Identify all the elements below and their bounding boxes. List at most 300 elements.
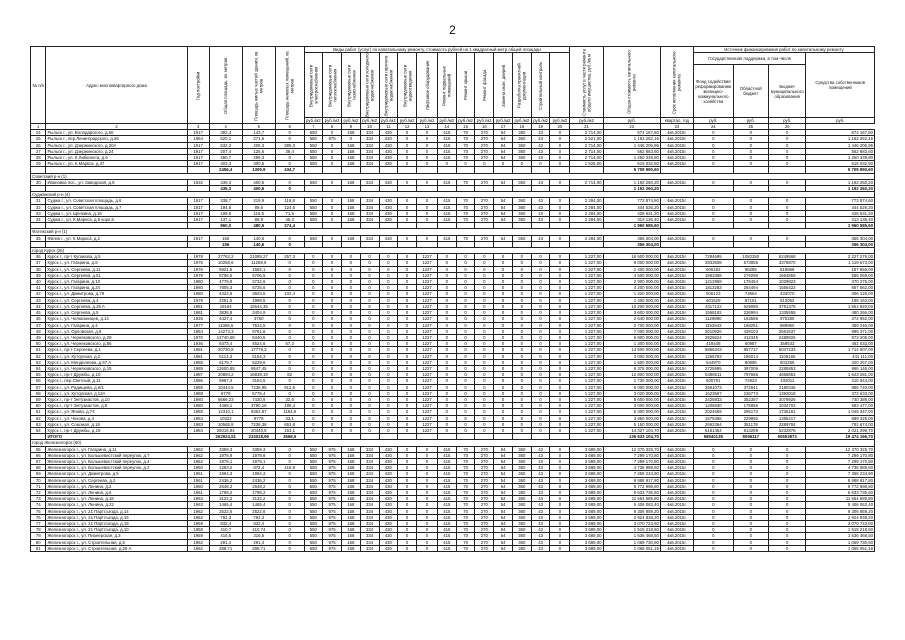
table-cell: 0 <box>693 545 733 551</box>
table-cell: 0 <box>550 328 570 334</box>
table-cell: 0 <box>275 539 304 545</box>
table-cell: 1575366 <box>693 415 733 421</box>
table-cell: 6779 <box>209 390 242 396</box>
table-cell: 270 <box>475 545 494 551</box>
table-cell: 54 <box>31 365 46 371</box>
table-cell: 0 <box>475 322 494 328</box>
table-cell: 168251 <box>733 322 768 328</box>
table-cell: 70 <box>456 508 475 514</box>
table-cell: 124,6 <box>275 204 304 210</box>
table-cell: 0 <box>275 347 304 353</box>
table-cell: 415,9 <box>275 465 304 471</box>
table-cell: 1 192 260,20 <box>806 186 875 192</box>
table-cell: 0 <box>456 272 475 278</box>
table-cell: 975 <box>323 508 342 514</box>
table-cell: 0 <box>323 161 342 167</box>
table-cell: 415 <box>437 458 456 464</box>
table-cell: 81 <box>31 545 46 551</box>
table-cell: 0 <box>693 496 733 502</box>
table-cell: 0 <box>304 390 323 396</box>
table-cell: 400,5 <box>242 179 275 185</box>
table-cell: 3 689,00 <box>570 508 603 514</box>
table-cell: 6 375 000,00 <box>603 365 660 371</box>
table-cell: 0 <box>494 347 513 353</box>
table-cell: 2 284,00 <box>570 198 603 204</box>
table-cell: 832,4 <box>209 521 242 527</box>
table-cell: 0 <box>512 328 531 334</box>
table-cell: 1988 <box>187 390 209 396</box>
table-cell: 0 <box>494 297 513 303</box>
table-cell: 0 <box>379 297 398 303</box>
table-cell: 0 <box>550 452 570 458</box>
table-cell: 0 <box>437 303 456 309</box>
table-cell: 415 <box>437 446 456 452</box>
table-cell: 6 800 000,00 <box>603 334 660 340</box>
table-cell: 0 <box>733 217 768 223</box>
table-cell: 3 689,00 <box>570 471 603 477</box>
table-cell: 7805,3 <box>209 285 242 291</box>
table-cell: 334 <box>360 477 379 483</box>
section-title: город Курск (26) <box>31 248 875 254</box>
table-cell: 1 227,00 <box>570 260 603 266</box>
header-work: Внутридомовые сети газоснабжения <box>342 53 361 118</box>
table-cell: 0 <box>531 415 550 421</box>
table-cell: 1963 <box>187 496 209 502</box>
table-cell: 1227 <box>417 310 438 316</box>
table-cell: 0 <box>323 142 342 148</box>
header-unit: руб./м2 <box>494 118 513 124</box>
table-cell: 0 <box>398 384 417 390</box>
table-cell: 5706,5 <box>209 272 242 278</box>
table-cell: 8 988 917,80 <box>603 477 660 483</box>
table-cell: 43 <box>531 155 550 161</box>
table-cell: 0 <box>693 446 733 452</box>
table-cell: 334 <box>360 217 379 223</box>
table-cell: 0 <box>550 136 570 142</box>
table-cell: 334 <box>360 502 379 508</box>
table-cell: Суджа г., ул. Советская площадь, д.7 <box>46 204 187 210</box>
table-cell: 53 <box>31 359 46 365</box>
table-cell: 0 <box>379 260 398 266</box>
header-work: Внутридомовые сети холодного водоснабжения <box>360 53 379 118</box>
table-cell: 0 <box>304 334 323 340</box>
table-cell: Курск г., ул. Сергеева, д.26 А <box>46 303 187 309</box>
table-cell: 0 <box>550 359 570 365</box>
table-cell: 0 <box>550 421 570 427</box>
table-cell: 415 <box>437 130 456 136</box>
table-cell: 0 <box>733 527 768 533</box>
table-cell: 0 <box>437 297 456 303</box>
table-cell: 0 <box>323 322 342 328</box>
table-cell: 4кв.2015г. <box>660 297 693 303</box>
table-cell: 0 <box>398 148 417 154</box>
table-cell: 43 <box>31 297 46 303</box>
table-cell: 1 119 673,00 <box>806 260 875 266</box>
table-cell: 5 300 000,00 <box>603 409 660 415</box>
table-cell: 360 <box>512 179 531 185</box>
table-cell: 0 <box>398 372 417 378</box>
table-cell: 0 <box>342 272 361 278</box>
table-cell: 550 <box>304 452 323 458</box>
table-cell: 0 <box>733 471 768 477</box>
table-cell: 168 <box>342 508 361 514</box>
table-cell: 54 <box>494 496 513 502</box>
table-cell: 271,6 <box>242 136 275 142</box>
table-cell: 1212958 <box>693 279 733 285</box>
table-cell: 0 <box>768 527 806 533</box>
table-cell: 334 <box>360 446 379 452</box>
table-cell: 70 <box>456 142 475 148</box>
table-cell: 0 <box>550 496 570 502</box>
table-cell: 1 227,00 <box>570 378 603 384</box>
table-cell: 9352,87 <box>242 409 275 415</box>
table-cell: 12740,58 <box>209 334 242 340</box>
table-cell: 0 <box>342 136 361 142</box>
table-cell: 270 <box>475 539 494 545</box>
table-cell: 1960 <box>187 483 209 489</box>
table-cell: 0 <box>275 353 304 359</box>
table-cell: 0 <box>733 521 768 527</box>
table-cell: 270 <box>475 235 494 241</box>
table-cell: 1692,1 <box>242 266 275 272</box>
table-cell: 0 <box>398 279 417 285</box>
table-cell: 3933608 <box>693 260 733 266</box>
table-cell: 975 <box>323 446 342 452</box>
table-cell: 0 <box>550 266 570 272</box>
table-cell: 0 <box>531 316 550 322</box>
column-number: 25 <box>733 124 768 130</box>
table-cell: 0 <box>531 260 550 266</box>
table-cell: 415 <box>437 235 456 241</box>
table-cell: 3 070 723,60 <box>806 521 875 527</box>
header-unit: руб./м2 <box>360 118 379 124</box>
table-cell: 0 <box>512 390 531 396</box>
table-cell: 503256 <box>768 359 806 365</box>
table-cell: 0 <box>417 155 438 161</box>
table-cell: 0 <box>360 297 379 303</box>
table-cell: 0 <box>360 334 379 340</box>
table-cell: 27762,2 <box>209 254 242 260</box>
table-cell: 4кв.2015г. <box>660 496 693 502</box>
table-cell: 513062 <box>768 297 806 303</box>
table-cell: 0 <box>360 328 379 334</box>
table-cell: 0 <box>275 489 304 495</box>
table-cell: 1977 <box>187 322 209 328</box>
table-cell: 360 <box>512 198 531 204</box>
table-cell: 0 <box>693 514 733 520</box>
column-number: 10 <box>360 124 379 130</box>
table-cell: 0 <box>494 316 513 322</box>
table-cell: 0 <box>342 365 361 371</box>
table-cell: 70 <box>456 155 475 161</box>
table-cell: 270 <box>475 217 494 223</box>
table-cell: 2 284,00 <box>570 217 603 223</box>
table-cell: 0 <box>768 198 806 204</box>
table-cell: 270 <box>475 198 494 204</box>
table-cell: 615 032,50 <box>603 161 660 167</box>
table-cell: 518868 <box>768 266 806 272</box>
table-cell: Курск г., пр-т Энтузиастов, д.10 <box>46 396 187 402</box>
table-cell: 78 <box>31 527 46 533</box>
table-cell: 0 <box>475 310 494 316</box>
table-cell: 0 <box>531 303 550 309</box>
table-cell: 4кв.2015г. <box>660 303 693 309</box>
table-cell: 360 <box>512 458 531 464</box>
table-cell: Курск г., ул. Сергеева, д.11 <box>46 266 187 272</box>
table-cell: 1227 <box>417 396 438 402</box>
table-cell: Суджа г., ул. К.Маркса, д.8 корп.6 <box>46 217 187 223</box>
table-cell: 0 <box>323 334 342 340</box>
table-cell: 5 150 000,00 <box>603 421 660 427</box>
table-cell: 49 <box>31 334 46 340</box>
table-cell: 1917 <box>187 148 209 154</box>
table-cell: 0 <box>379 303 398 309</box>
table-cell: 0 <box>437 372 456 378</box>
table-cell: Курск г., ул. Хуторская, д.2 <box>46 353 187 359</box>
table-cell: 0 <box>437 254 456 260</box>
table-cell: 0 <box>304 272 323 278</box>
table-cell: 0 <box>417 465 438 471</box>
table-cell: 0 <box>531 291 550 297</box>
table-cell: 1 227,00 <box>570 409 603 415</box>
table-cell: 1129890 <box>693 316 733 322</box>
table-cell: 274,4 <box>275 223 304 229</box>
table-cell: 1985 <box>187 365 209 371</box>
table-cell: 0 <box>417 142 438 148</box>
table-cell: 1980 <box>187 285 209 291</box>
table-cell: 20730,8 <box>209 347 242 353</box>
table-cell: Железногорск г., ул. Ленина, д.6 <box>46 489 187 495</box>
table-cell: 137,1 <box>209 217 242 223</box>
table-cell: 1082350 <box>733 254 768 260</box>
table-cell: 0 <box>275 471 304 477</box>
table-cell: 10322 <box>209 415 242 421</box>
table-cell: 0 <box>417 452 438 458</box>
table-cell: 270 <box>475 471 494 477</box>
table-cell: 975 <box>323 465 342 471</box>
table-cell: 0 <box>379 254 398 260</box>
table-cell: 0 <box>550 465 570 471</box>
table-cell: 0 <box>531 328 550 334</box>
table-cell: 0 <box>275 365 304 371</box>
table-cell: 0 <box>360 427 379 433</box>
table-cell: Железногорск г., ул. 21 Партсъезда, д.10 <box>46 527 187 533</box>
table-cell: 7 299 170,80 <box>603 458 660 464</box>
table-cell: 360 <box>512 471 531 477</box>
table-cell: 0 <box>512 297 531 303</box>
table-cell: 43 <box>531 179 550 185</box>
table-cell: 70 <box>456 539 475 545</box>
table-cell: 2436,2 <box>242 477 275 483</box>
table-cell: 0 <box>512 427 531 433</box>
table-cell: 0 <box>275 328 304 334</box>
table-cell: 38 <box>31 266 46 272</box>
table-cell: 1932 <box>187 179 209 185</box>
table-cell: 1 065 051,19 <box>603 545 660 551</box>
table-cell: 0 <box>398 483 417 489</box>
table-cell: 430 <box>379 452 398 458</box>
table-cell: 0 <box>342 341 361 347</box>
table-cell: 2180346 <box>768 384 806 390</box>
header-unit: руб. <box>693 118 733 124</box>
table-cell: 1465,4 <box>242 502 275 508</box>
table-cell: 0 <box>398 353 417 359</box>
table-cell: 334 <box>360 136 379 142</box>
table-cell: 857717 <box>733 347 768 353</box>
table-cell: 207,4 <box>209 148 242 154</box>
table-cell: 54 <box>494 539 513 545</box>
table-cell: 360 <box>512 539 531 545</box>
table-cell: 270 <box>475 458 494 464</box>
table-cell: 168 <box>342 496 361 502</box>
table-cell: 0 <box>733 130 768 136</box>
header-address: Адрес многоквартирного дома <box>46 47 187 124</box>
table-cell: 0 <box>475 254 494 260</box>
table-cell: 0 <box>494 272 513 278</box>
table-cell: 0 <box>304 347 323 353</box>
table-cell: 0 <box>456 297 475 303</box>
table-cell: 0 <box>550 303 570 309</box>
header-unit: руб./м2 <box>570 118 603 124</box>
table-cell: Курск г., ул. Черняховского, д.15 <box>46 365 187 371</box>
table-body <box>31 130 875 552</box>
table-cell: 0 <box>693 458 733 464</box>
table-cell: 1981 <box>187 347 209 353</box>
column-number: 16 <box>475 124 494 130</box>
table-cell: 2 227 276,00 <box>806 254 875 260</box>
table-cell: 1227 <box>417 372 438 378</box>
table-cell: 73 <box>31 496 46 502</box>
table-cell: 3 689,00 <box>570 502 603 508</box>
table-cell: 0 <box>693 179 733 185</box>
table-cell: 1 730 000,00 <box>603 378 660 384</box>
table-cell: 430 <box>379 446 398 452</box>
table-cell: 168 <box>342 489 361 495</box>
table-cell: 415 <box>437 471 456 477</box>
table-cell: 1798,2 <box>209 489 242 495</box>
table-cell: 0 <box>323 365 342 371</box>
table-cell: 0 <box>475 378 494 384</box>
table-cell: 1 643 281,00 <box>806 372 875 378</box>
table-cell: Рыльск г., ул. К.Либкнехта, д.6 <box>46 155 187 161</box>
table-cell: 0 <box>275 496 304 502</box>
table-cell: 156 <box>209 235 242 241</box>
table-cell: 0 <box>275 521 304 527</box>
table-cell: 168 <box>342 155 361 161</box>
header-unit: руб. <box>806 118 875 124</box>
table-cell: 0 <box>768 471 806 477</box>
table-cell: 813299 <box>733 427 768 433</box>
table-cell: 61 <box>31 409 46 415</box>
table-cell: 1266783 <box>693 353 733 359</box>
table-cell: 0 <box>360 260 379 266</box>
table-cell: 70 <box>456 130 475 136</box>
table-cell: 1964 <box>187 136 209 142</box>
table-cell: 0 <box>360 403 379 409</box>
table-cell: 334 <box>360 198 379 204</box>
table-cell: Железногорск г., ул. Большевистский переулок, д.4 <box>46 458 187 464</box>
table-cell: 0 <box>531 161 550 167</box>
table-cell: 0 <box>456 316 475 322</box>
table-cell: 1978,9 <box>242 452 275 458</box>
table-cell: 0 <box>494 291 513 297</box>
table-cell: 415 <box>437 465 456 471</box>
table-cell: 1925 <box>187 316 209 322</box>
table-cell: 0 <box>342 303 361 309</box>
table-cell: 0 <box>494 403 513 409</box>
table-cell: 15644,35 <box>242 303 275 309</box>
table-cell: 1227 <box>417 297 438 303</box>
table-cell: 0 <box>437 322 456 328</box>
table-cell: 70 <box>456 148 475 154</box>
table-cell: 4кв.2015г. <box>660 483 693 489</box>
table-cell: 0 <box>379 322 398 328</box>
table-cell: 0 <box>437 279 456 285</box>
table-cell: 0 <box>550 471 570 477</box>
table-cell: 262924,51 <box>209 434 242 440</box>
table-cell: 0 <box>304 341 323 347</box>
table-cell: 0 <box>417 446 438 452</box>
table-cell: 415 <box>437 477 456 483</box>
header-term: Срок исполнения капитального ремонта <box>660 47 693 118</box>
table-cell: 1735191 <box>768 409 806 415</box>
header-unit: руб./м2 <box>417 118 438 124</box>
table-cell: 0 <box>512 303 531 309</box>
table-cell: 163,1 <box>275 427 304 433</box>
table-cell: 73664 <box>733 291 768 297</box>
table-cell: 1 515 218,60 <box>806 527 875 533</box>
table-cell: 85285 <box>733 266 768 272</box>
table-cell: 0 <box>550 210 570 216</box>
table-cell: 3 689,00 <box>570 527 603 533</box>
table-cell: 0 <box>550 533 570 539</box>
table-cell: 334 <box>360 545 379 551</box>
table-cell: 3780,16 <box>242 403 275 409</box>
table-cell: 4кв.2015г. <box>660 217 693 223</box>
table-cell: 0 <box>417 527 438 533</box>
table-cell: 75 <box>31 508 46 514</box>
table-cell: 1558182 <box>693 310 733 316</box>
table-cell: 0 <box>550 341 570 347</box>
table-cell: 0 <box>275 458 304 464</box>
table-cell: 67 <box>31 458 46 464</box>
table-cell: 0 <box>323 272 342 278</box>
table-cell: 0 <box>304 359 323 365</box>
table-cell: 2 924 838,20 <box>806 514 875 520</box>
table-cell: 334 <box>360 142 379 148</box>
table-cell: 2079926 <box>768 396 806 402</box>
table-cell: 0 <box>531 403 550 409</box>
table-cell: 0 <box>379 409 398 415</box>
table-cell: 0 <box>456 365 475 371</box>
section-title: Фатежский р-н (1) <box>31 229 875 235</box>
table-cell: 0 <box>768 539 806 545</box>
table-cell: 1034702 <box>768 403 806 409</box>
table-cell: 0 <box>475 161 494 167</box>
table-cell: 0 <box>733 502 768 508</box>
table-cell: 550 <box>304 148 323 154</box>
table-cell: 2 924 838,20 <box>603 514 660 520</box>
table-cell: 42 <box>31 291 46 297</box>
table-cell: 43 <box>531 217 550 223</box>
table-cell: 0 <box>550 446 570 452</box>
table-cell: 0 <box>550 409 570 415</box>
table-cell: 0 <box>768 148 806 154</box>
table-cell: 1988 <box>187 384 209 390</box>
table-cell: 6161454 <box>693 427 733 433</box>
table-cell: 0 <box>733 235 768 241</box>
table-cell: 34 <box>31 217 46 223</box>
